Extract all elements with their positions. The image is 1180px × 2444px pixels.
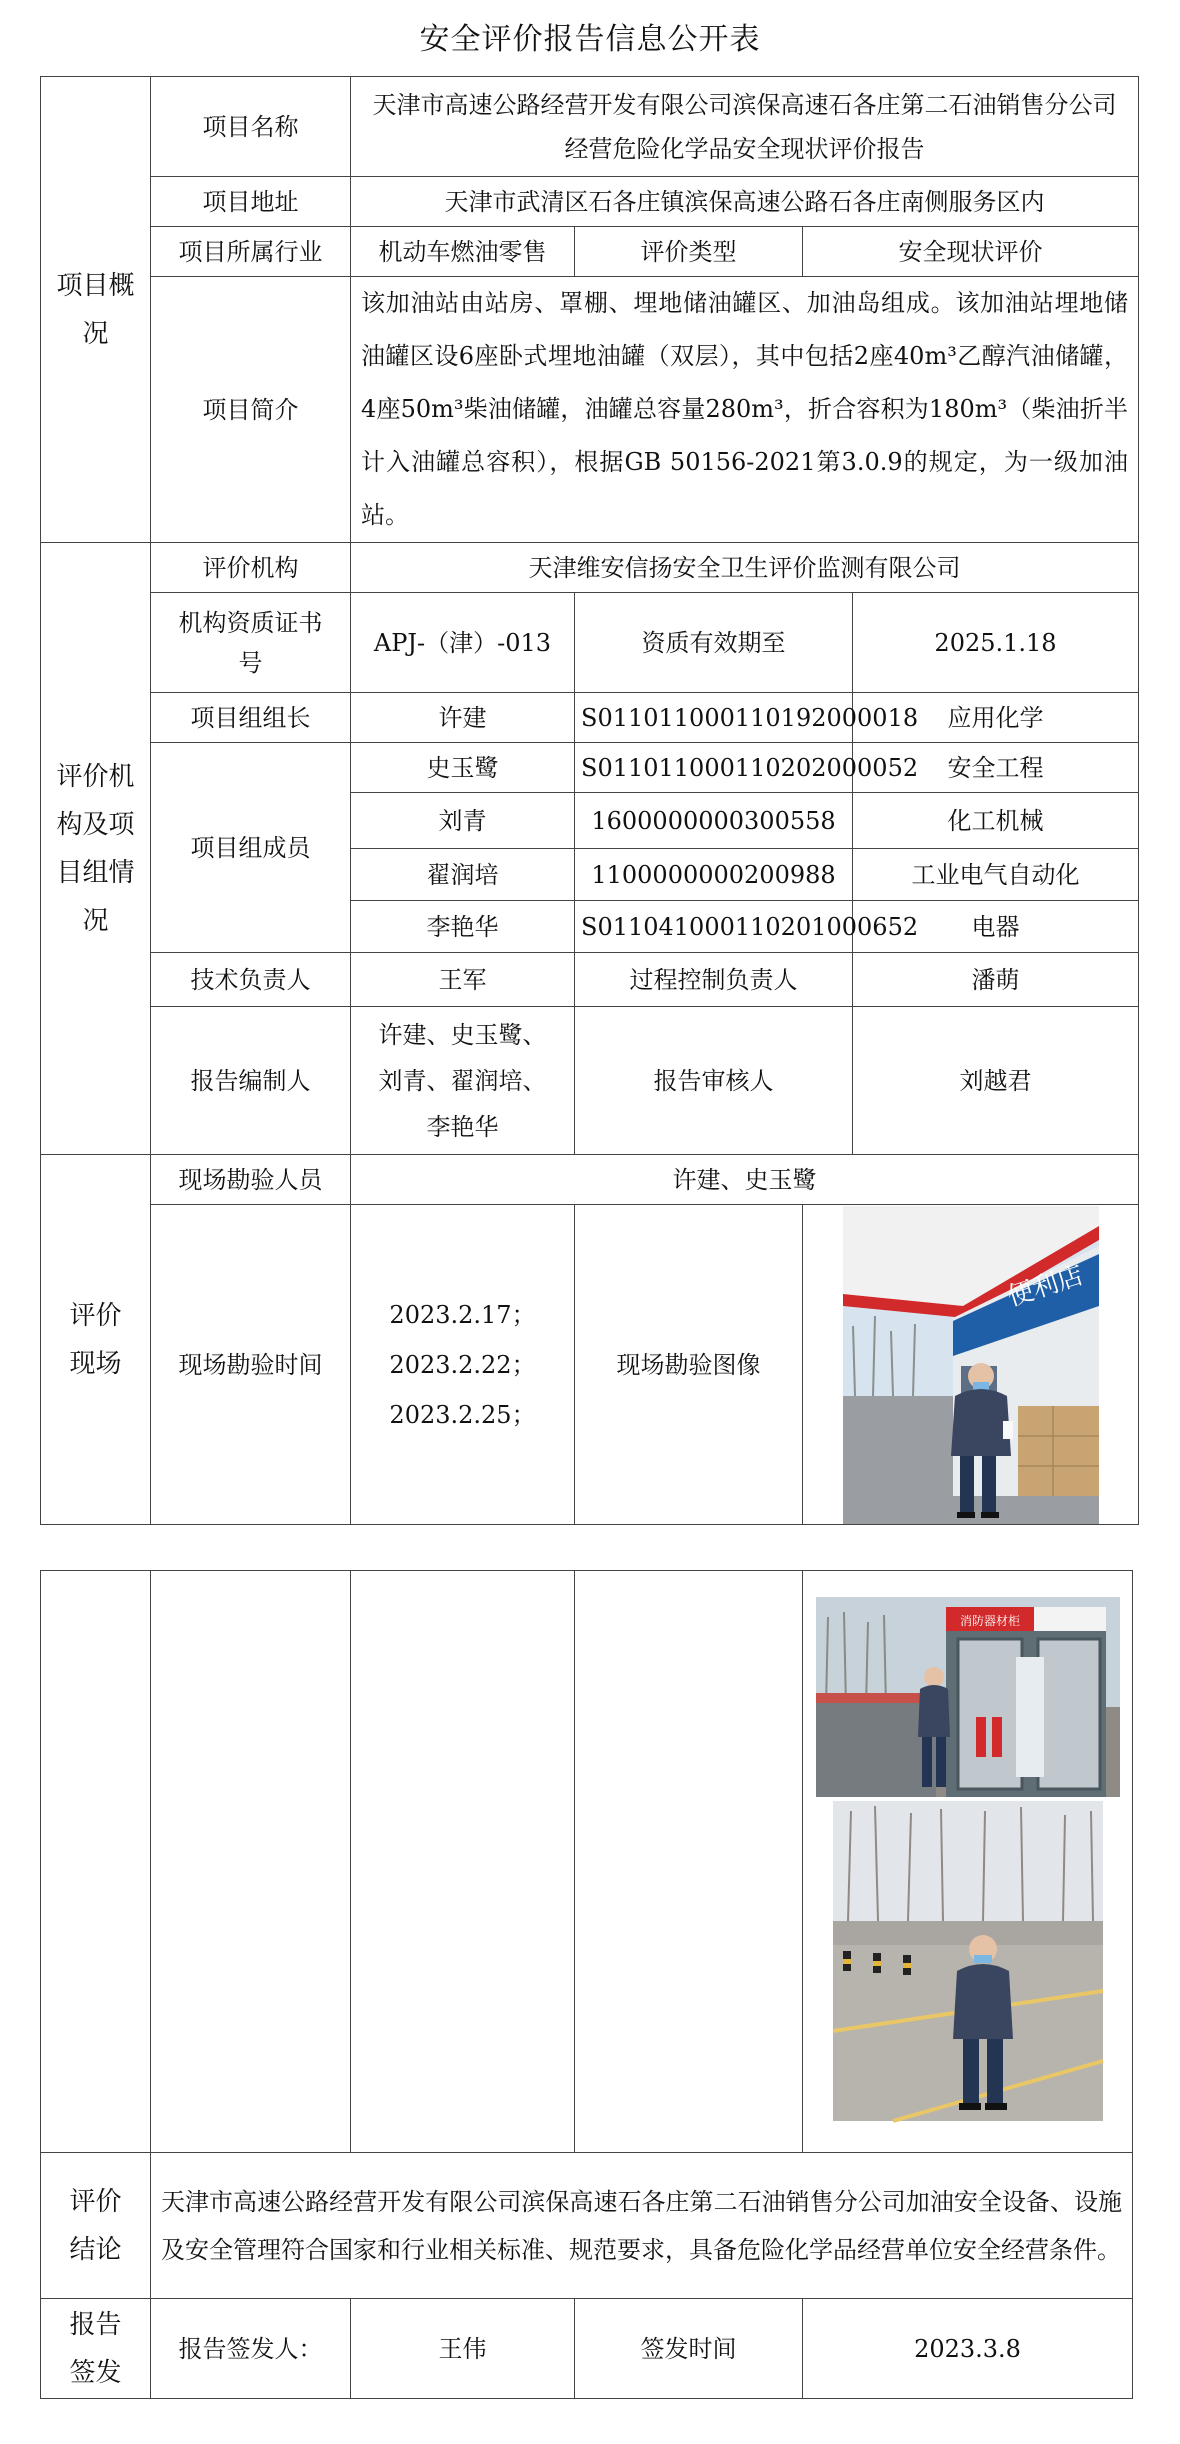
site-photo-cell <box>803 1205 1139 1525</box>
member-id: 1600000000300558 <box>575 793 853 849</box>
project-address-label: 项目地址 <box>151 177 351 227</box>
signer-label: 报告签发人： <box>151 2299 351 2399</box>
page-title: 安全评价报告信息公开表 <box>419 22 761 57</box>
signer-value: 王伟 <box>351 2299 575 2399</box>
member-major: 化工机械 <box>853 793 1139 849</box>
reviewer-value: 刘越君 <box>853 1007 1139 1155</box>
member-id: S011041000110201000652 <box>575 901 853 953</box>
member-id: 1100000000200988 <box>575 849 853 901</box>
section-overview: 项目概 况 <box>41 77 151 543</box>
report-info-table-continued <box>40 1570 1133 2399</box>
site-staff-label: 现场勘验人员 <box>151 1155 351 1205</box>
shop-sign: 便利店 <box>1003 1259 1087 1313</box>
member-name: 刘青 <box>351 793 575 849</box>
industry-label: 项目所属行业 <box>151 227 351 277</box>
section-issue: 报告 签发 <box>41 2299 151 2399</box>
leader-label: 项目组组长 <box>151 693 351 743</box>
site-image-label: 现场勘验图像 <box>575 1205 803 1525</box>
issue-time-label: 签发时间 <box>575 2299 803 2399</box>
project-name-label: 项目名称 <box>151 77 351 177</box>
members-label: 项目组成员 <box>151 743 351 953</box>
section-conclusion: 评价 结论 <box>41 2153 151 2299</box>
tech-value: 王军 <box>351 953 575 1007</box>
section-org: 评价机 构及项 目组情 况 <box>41 543 151 1155</box>
issue-time-value: 2023.3.8 <box>803 2299 1133 2399</box>
member-major: 安全工程 <box>853 743 1139 793</box>
tech-label: 技术负责人 <box>151 953 351 1007</box>
cert-value: APJ-（津）-013 <box>351 593 575 693</box>
site-photo-1 <box>843 1206 1099 1524</box>
member-name: 史玉鹭 <box>351 743 575 793</box>
cert-label: 机构资质证书 号 <box>151 593 351 693</box>
cabinet-sign: 消防器材柜 <box>959 1614 1020 1628</box>
project-name-value: 天津市高速公路经营开发有限公司滨保高速石各庄第二石油销售分公司经营危险化学品安全现状评价报告 <box>351 77 1139 177</box>
member-name: 翟润培 <box>351 849 575 901</box>
eval-type-label: 评价类型 <box>575 227 803 277</box>
site-photo-3 <box>833 1801 1103 2121</box>
intro-label: 项目简介 <box>151 277 351 543</box>
member-major: 工业电气自动化 <box>853 849 1139 901</box>
valid-label: 资质有效期至 <box>575 593 853 693</box>
leader-major: 应用化学 <box>853 693 1139 743</box>
report-info-table <box>40 76 1139 1525</box>
project-address-value: 天津市武清区石各庄镇滨保高速公路石各庄南侧服务区内 <box>351 177 1139 227</box>
member-id: S011011000110202000052 <box>575 743 853 793</box>
leader-id: S011011000110192000018 <box>575 693 853 743</box>
site-photo-2 <box>816 1597 1120 1797</box>
site-time-value: 2023.2.17； 2023.2.22； 2023.2.25； <box>351 1205 575 1525</box>
author-label: 报告编制人 <box>151 1007 351 1155</box>
conclusion-value: 天津市高速公路经营开发有限公司滨保高速石各庄第二石油销售分公司加油安全设备、设施及安全管理符合国家和行业相关标准、规范要求，具备危险化学品经营单位安全经营条件。 <box>151 2153 1133 2299</box>
process-label: 过程控制负责人 <box>575 953 853 1007</box>
site-staff-value: 许建、史玉鹭 <box>351 1155 1139 1205</box>
process-value: 潘萌 <box>853 953 1139 1007</box>
member-major: 电器 <box>853 901 1139 953</box>
author-value: 许建、史玉鹭、 刘青、翟润培、 李艳华 <box>351 1007 575 1155</box>
section-site: 评价 现场 <box>41 1155 151 1525</box>
org-label: 评价机构 <box>151 543 351 593</box>
leader-name: 许建 <box>351 693 575 743</box>
industry-value: 机动车燃油零售 <box>351 227 575 277</box>
eval-type-value: 安全现状评价 <box>803 227 1139 277</box>
reviewer-label: 报告审核人 <box>575 1007 853 1155</box>
valid-value: 2025.1.18 <box>853 593 1139 693</box>
intro-value: 该加油站由站房、罩棚、埋地储油罐区、加油岛组成。该加油站埋地储油罐区设6座卧式埋地油罐（双层），其中包括2座40m³乙醇汽油储罐，4座50m³柴油储罐，油罐总容量280m³，折合容积为180m³（柴油折半计入油罐总容积），根据GB 50156-2021第3.0.9的规定，为一级加油站。 <box>351 277 1139 543</box>
org-value: 天津维安信扬安全卫生评价监测有限公司 <box>351 543 1139 593</box>
site-time-label: 现场勘验时间 <box>151 1205 351 1525</box>
member-name: 李艳华 <box>351 901 575 953</box>
site-photo-cell-2 <box>803 1571 1133 2153</box>
